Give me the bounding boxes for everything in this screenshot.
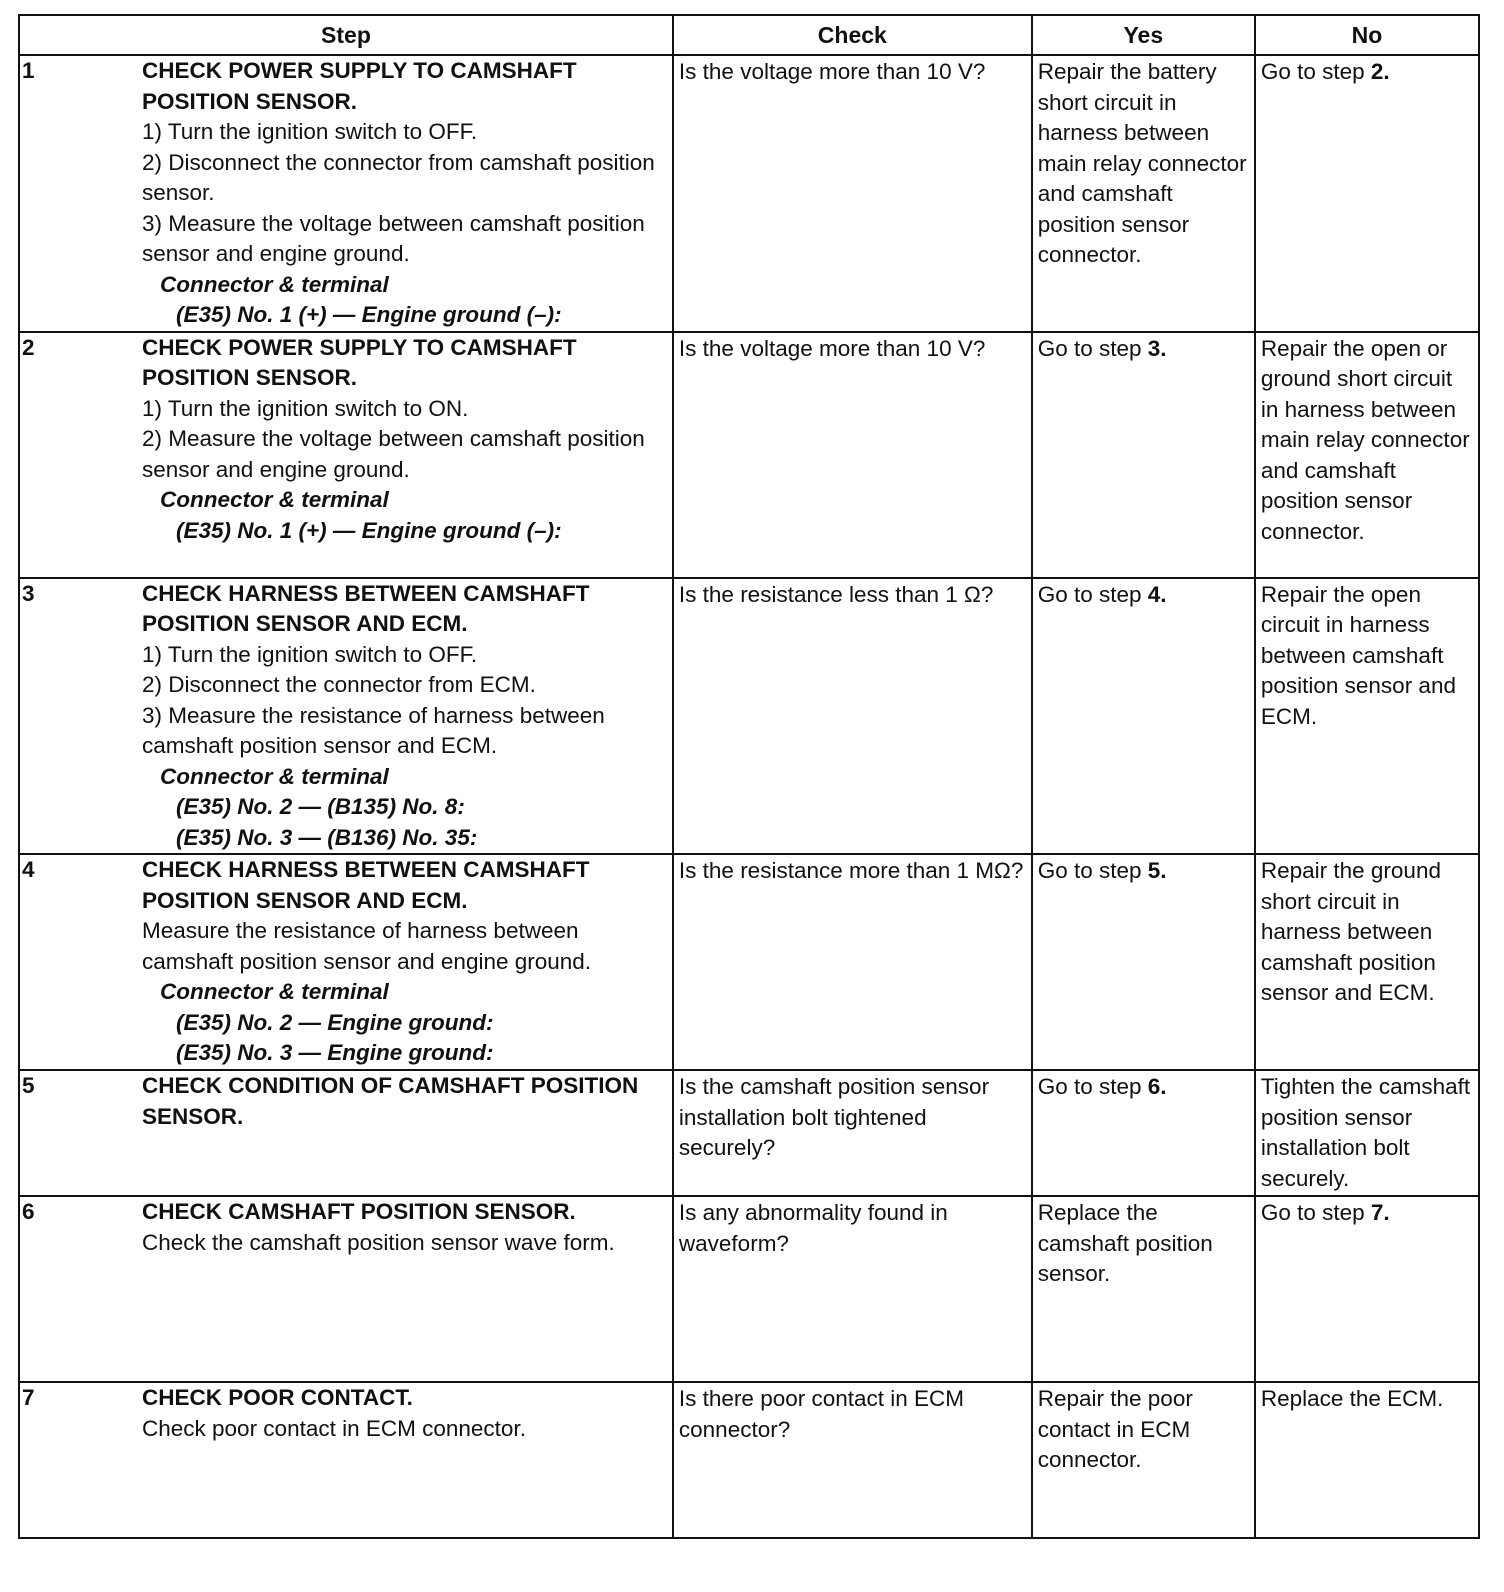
step-number: 5 xyxy=(22,1073,35,1098)
step-number: 7 xyxy=(22,1385,35,1410)
no-cell xyxy=(1255,55,1479,332)
no-text: Repair the open circuit in harness between camshaft position sensor and ECM. xyxy=(1260,581,1456,729)
no-text: Replace the ECM. xyxy=(1260,1386,1444,1411)
no-cell xyxy=(1255,1196,1479,1382)
step-inner xyxy=(20,1071,672,1132)
connector-terminal-label: Connector & terminal xyxy=(160,979,389,1004)
step-instruction: Check poor contact in ECM connector. xyxy=(142,1415,526,1441)
header-step: Step xyxy=(19,15,673,55)
step-instruction: Measure the resistance of harness between camshaft position sensor and engine ground. xyxy=(142,918,592,974)
no-action xyxy=(1256,1197,1478,1229)
step-cell xyxy=(19,1070,673,1196)
header-check: Check xyxy=(673,15,1032,55)
yes-action xyxy=(1033,579,1254,611)
step-inner xyxy=(20,579,672,854)
step-inner xyxy=(20,333,672,547)
step-inner xyxy=(20,1197,672,1258)
step-cell xyxy=(19,332,673,578)
check-cell xyxy=(673,578,1032,855)
check-cell xyxy=(673,332,1032,578)
no-cell xyxy=(1255,578,1479,855)
yes-action xyxy=(1033,855,1254,887)
step-instruction: 2) Measure the voltage between camshaft position sensor and engine ground. xyxy=(142,426,645,482)
step-title: CHECK POOR CONTACT. xyxy=(142,1385,413,1410)
no-action xyxy=(1256,579,1478,733)
step-title: CHECK HARNESS BETWEEN CAMSHAFT POSITION SENSOR AND ECM. xyxy=(142,580,590,636)
step-inner xyxy=(20,56,672,331)
yes-step-ref: 5. xyxy=(1147,858,1167,883)
yes-text: Go to step xyxy=(1037,858,1148,883)
step-cell xyxy=(19,1196,673,1382)
step-body xyxy=(142,333,672,547)
no-text: Go to step xyxy=(1260,1200,1371,1225)
step-inner xyxy=(20,855,672,1069)
step-cell xyxy=(19,854,673,1070)
yes-text: Go to step xyxy=(1037,1074,1148,1099)
diagnostic-table-wrapper xyxy=(18,14,1480,1539)
terminal-spec: (E35) No. 1 (+) — Engine ground (–): xyxy=(176,517,562,543)
header-yes: Yes xyxy=(1032,15,1255,55)
check-question: Is any abnormality found in waveform? xyxy=(678,1200,948,1256)
table-row xyxy=(19,854,1479,1070)
header-no: No xyxy=(1255,15,1479,55)
step-cell xyxy=(19,55,673,332)
yes-text: Go to step xyxy=(1037,581,1148,607)
step-number: 2 xyxy=(22,334,35,360)
step-instruction: 2) Disconnect the connector from camshaft position sensor. xyxy=(142,149,655,205)
check-question: Is there poor contact in ECM connector? xyxy=(678,1386,965,1442)
terminal-spec: (E35) No. 3 — Engine ground: xyxy=(176,1040,494,1065)
no-text: Go to step xyxy=(1260,59,1371,84)
no-step-ref: 2. xyxy=(1370,59,1390,84)
yes-action xyxy=(1033,1071,1254,1103)
step-instruction: 3) Measure the voltage between camshaft position sensor and engine ground. xyxy=(142,210,645,266)
no-action xyxy=(1256,56,1478,88)
diagnostic-table xyxy=(18,14,1480,1539)
yes-cell xyxy=(1032,1382,1255,1538)
check-cell xyxy=(673,854,1032,1070)
yes-cell xyxy=(1032,1196,1255,1382)
yes-step-ref: 4. xyxy=(1147,581,1167,607)
yes-text: Replace the camshaft position sensor. xyxy=(1037,1200,1213,1286)
step-number: 4 xyxy=(22,857,35,882)
table-row xyxy=(19,1070,1479,1196)
table-row xyxy=(19,1382,1479,1538)
table-header-row xyxy=(19,15,1479,55)
yes-cell xyxy=(1032,578,1255,855)
table-row xyxy=(19,578,1479,855)
step-title: CHECK CONDITION OF CAMSHAFT POSITION SENSOR. xyxy=(142,1073,639,1129)
no-action xyxy=(1256,1071,1478,1194)
step-body xyxy=(142,855,672,1069)
step-number: 1 xyxy=(22,58,35,83)
check-question: Is the resistance more than 1 MΩ? xyxy=(678,858,1024,883)
check-cell xyxy=(673,1070,1032,1196)
yes-text: Repair the poor contact in ECM connector. xyxy=(1037,1386,1193,1472)
yes-action xyxy=(1033,1197,1254,1290)
yes-action xyxy=(1033,1383,1254,1476)
terminal-spec: (E35) No. 2 — Engine ground: xyxy=(176,1009,494,1035)
table-row xyxy=(19,1196,1479,1382)
yes-cell xyxy=(1032,1070,1255,1196)
terminal-spec: (E35) No. 1 (+) — Engine ground (–): xyxy=(176,302,562,327)
no-action xyxy=(1256,855,1478,1009)
step-title: CHECK POWER SUPPLY TO CAMSHAFT POSITION SENSOR. xyxy=(142,334,577,390)
connector-terminal-label: Connector & terminal xyxy=(160,763,389,789)
no-step-ref: 7. xyxy=(1370,1200,1390,1225)
check-cell xyxy=(673,1382,1032,1538)
no-cell xyxy=(1255,332,1479,578)
step-body xyxy=(142,579,672,854)
check-question: Is the camshaft position sensor installation bolt tightened securely? xyxy=(678,1074,990,1160)
step-body xyxy=(142,1383,672,1444)
step-instruction: 1) Turn the ignition switch to OFF. xyxy=(142,119,478,144)
yes-text: Go to step xyxy=(1037,335,1148,361)
no-text: Repair the open or ground short circuit in harness between main relay connector and camshaft position sensor connector. xyxy=(1260,335,1470,544)
step-instruction: 1) Turn the ignition switch to ON. xyxy=(142,395,469,421)
no-cell xyxy=(1255,854,1479,1070)
step-instruction: 3) Measure the resistance of harness between camshaft position sensor and ECM. xyxy=(142,702,605,758)
check-question: Is the voltage more than 10 V? xyxy=(678,335,986,361)
step-body xyxy=(142,1071,672,1132)
yes-cell xyxy=(1032,55,1255,332)
yes-cell xyxy=(1032,332,1255,578)
step-instruction: Check the camshaft position sensor wave form. xyxy=(142,1229,615,1255)
step-instruction: 1) Turn the ignition switch to OFF. xyxy=(142,641,478,667)
no-action xyxy=(1256,333,1478,548)
step-cell xyxy=(19,1382,673,1538)
yes-cell xyxy=(1032,854,1255,1070)
step-title: CHECK HARNESS BETWEEN CAMSHAFT POSITION SENSOR AND ECM. xyxy=(142,857,590,913)
step-inner xyxy=(20,1383,672,1444)
yes-action xyxy=(1033,56,1254,271)
step-instruction: 2) Disconnect the connector from ECM. xyxy=(142,672,536,697)
step-body xyxy=(142,1197,672,1258)
yes-action xyxy=(1033,333,1254,365)
terminal-spec: (E35) No. 2 — (B135) No. 8: xyxy=(176,794,465,819)
step-number: 6 xyxy=(22,1199,35,1224)
check-cell xyxy=(673,55,1032,332)
step-title: CHECK POWER SUPPLY TO CAMSHAFT POSITION SENSOR. xyxy=(142,58,577,114)
step-number: 3 xyxy=(22,580,35,606)
no-text: Repair the ground short circuit in harness between camshaft position sensor and ECM. xyxy=(1260,858,1441,1005)
check-cell xyxy=(673,1196,1032,1382)
no-action xyxy=(1256,1383,1478,1415)
yes-text: Repair the battery short circuit in harness between main relay connector and camshaft position sensor connector. xyxy=(1037,59,1247,267)
yes-step-ref: 6. xyxy=(1147,1074,1167,1099)
table-row xyxy=(19,332,1479,578)
no-text: Tighten the camshaft position sensor installation bolt securely. xyxy=(1260,1074,1471,1191)
no-cell xyxy=(1255,1070,1479,1196)
no-cell xyxy=(1255,1382,1479,1538)
connector-terminal-label: Connector & terminal xyxy=(160,271,389,297)
yes-step-ref: 3. xyxy=(1147,335,1167,361)
table-body xyxy=(19,55,1479,1538)
step-cell xyxy=(19,578,673,855)
step-title: CHECK CAMSHAFT POSITION SENSOR. xyxy=(142,1199,576,1224)
connector-terminal-label: Connector & terminal xyxy=(160,487,389,512)
terminal-spec: (E35) No. 3 — (B136) No. 35: xyxy=(176,824,478,850)
check-question: Is the resistance less than 1 Ω? xyxy=(678,581,994,607)
step-body xyxy=(142,56,672,331)
check-question: Is the voltage more than 10 V? xyxy=(678,59,986,84)
table-row xyxy=(19,55,1479,332)
